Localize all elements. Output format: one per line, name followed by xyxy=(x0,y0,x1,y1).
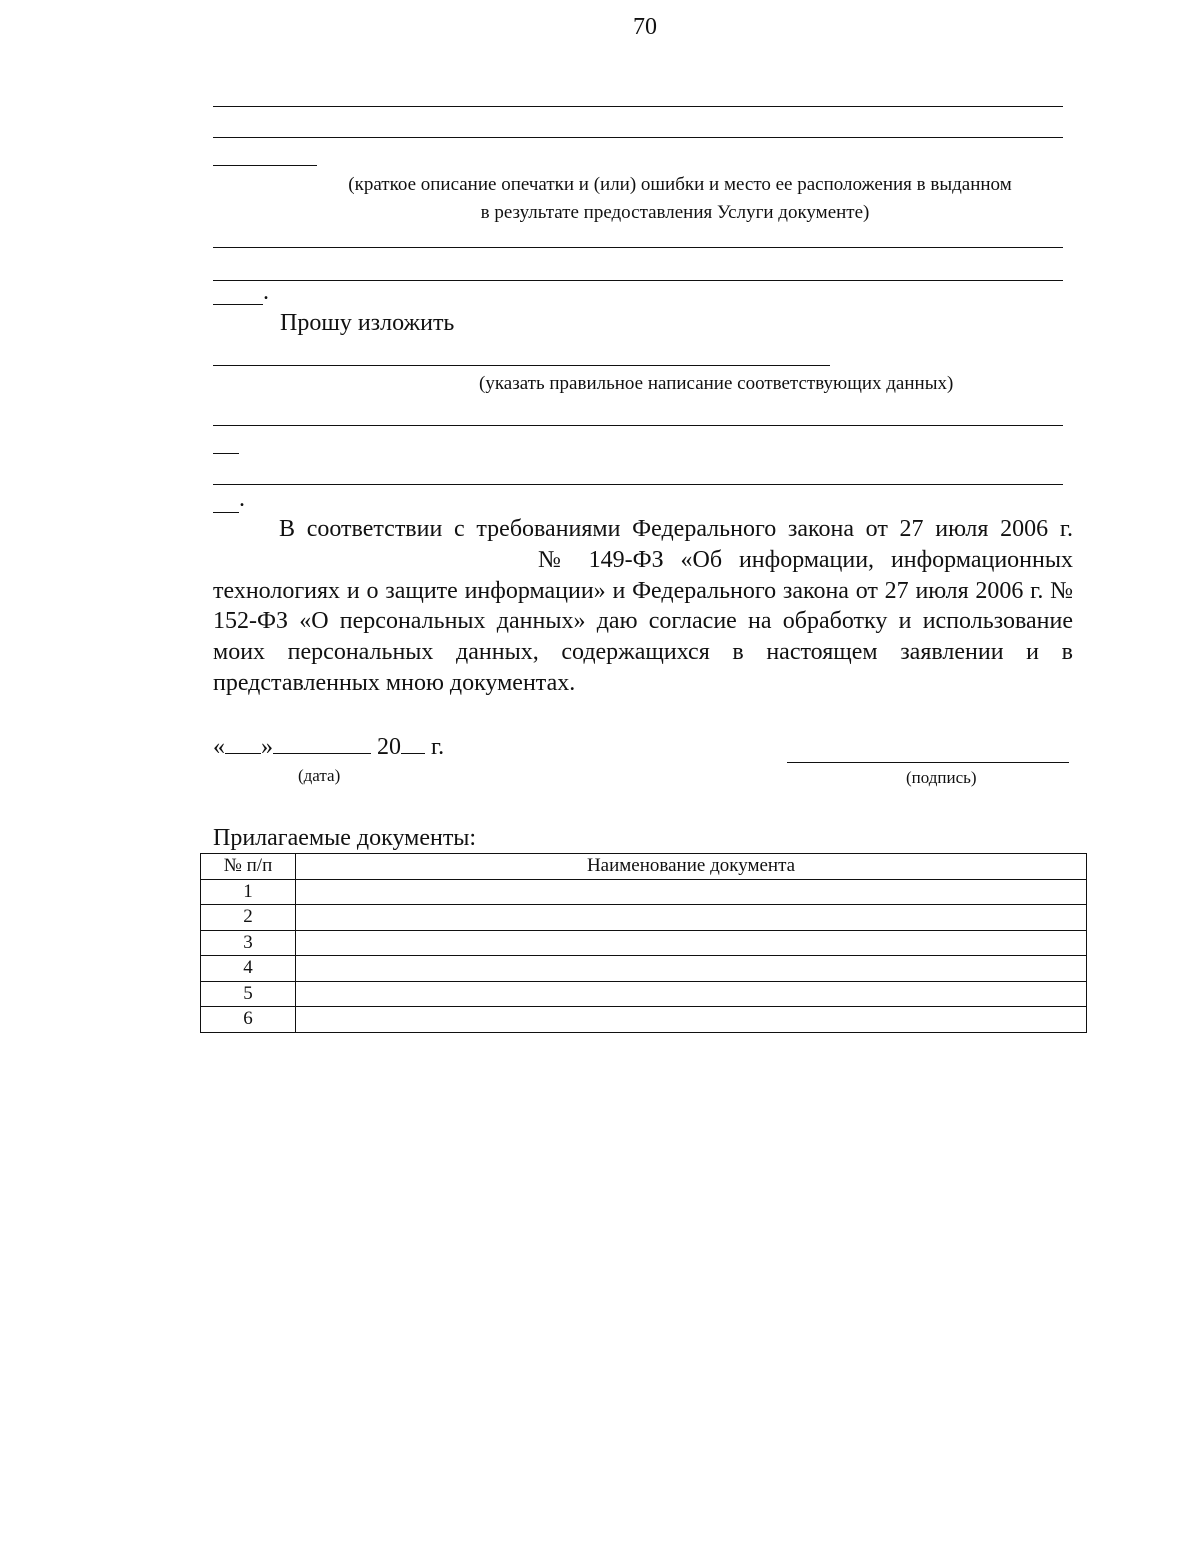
row-number: 1 xyxy=(201,879,296,905)
year-prefix: 20 xyxy=(377,734,401,760)
header-number: № п/п xyxy=(201,854,296,880)
date-open-quote: « xyxy=(213,734,225,760)
fill-line xyxy=(213,453,239,454)
signature-line[interactable] xyxy=(787,762,1069,763)
correct-data-caption: (указать правильное написание соответствующих данных) xyxy=(479,373,954,394)
date-label: (дата) xyxy=(298,766,341,785)
signature-label: (подпись) xyxy=(906,768,977,787)
period-mark: . xyxy=(239,486,245,512)
month-blank[interactable] xyxy=(273,733,371,754)
error-caption-line1: (краткое описание опечатки и (или) ошибки и место ее расположения в выданном xyxy=(348,174,1012,195)
document-name-cell[interactable] xyxy=(296,930,1087,956)
day-blank[interactable] xyxy=(225,733,261,754)
attachments-title: Прилагаемые документы: xyxy=(213,825,477,851)
row-number: 3 xyxy=(201,930,296,956)
consent-line1: В соответствии с требованиями Федерального закона от 27 июля 2006 г. xyxy=(279,516,1073,542)
period-mark: . xyxy=(263,279,269,305)
error-description-caption xyxy=(255,171,1105,227)
fill-line xyxy=(213,484,1063,485)
year-suffix: г. xyxy=(431,734,445,760)
document-name-cell[interactable] xyxy=(296,1007,1087,1033)
row-number: 2 xyxy=(201,905,296,931)
document-name-cell[interactable] xyxy=(296,956,1087,982)
table-row xyxy=(201,1007,1087,1033)
year-blank[interactable] xyxy=(401,733,425,754)
consent-paragraph xyxy=(213,514,1073,699)
header-document-name: Наименование документа xyxy=(296,854,1087,880)
fill-line xyxy=(213,137,1063,138)
table-row xyxy=(201,930,1087,956)
fill-line xyxy=(213,304,263,305)
document-name-cell[interactable] xyxy=(296,905,1087,931)
document-name-cell[interactable] xyxy=(296,879,1087,905)
fill-line xyxy=(213,365,830,366)
document-name-cell[interactable] xyxy=(296,981,1087,1007)
date-close-quote: » xyxy=(261,734,273,760)
date-line xyxy=(213,733,444,761)
table-row xyxy=(201,981,1087,1007)
table-row xyxy=(201,956,1087,982)
consent-line2: № 149-ФЗ «Об информации, информационных технологиях и о защите информации» и Федерального закона от 27 июля 2006 г. № 152-ФЗ «О персональных данных» даю согласие на обработку и использование моих персональных данных, содержащихся в настоящем заявлении и в представленных мною документах. xyxy=(213,546,1073,696)
attachments-table xyxy=(200,853,1087,1033)
table-row xyxy=(201,905,1087,931)
row-number: 5 xyxy=(201,981,296,1007)
fill-line xyxy=(213,425,1063,426)
table-row xyxy=(201,879,1087,905)
request-label: Прошу изложить xyxy=(280,310,455,336)
fill-line xyxy=(213,106,1063,107)
row-number: 6 xyxy=(201,1007,296,1033)
fill-line xyxy=(213,165,317,166)
error-caption-line2: в результате предоставления Услуги документе) xyxy=(480,202,870,223)
row-number: 4 xyxy=(201,956,296,982)
fill-line xyxy=(213,512,239,513)
page-number: 70 xyxy=(633,14,657,40)
table-header-row xyxy=(201,854,1087,880)
fill-line xyxy=(213,280,1063,281)
fill-line xyxy=(213,247,1063,248)
